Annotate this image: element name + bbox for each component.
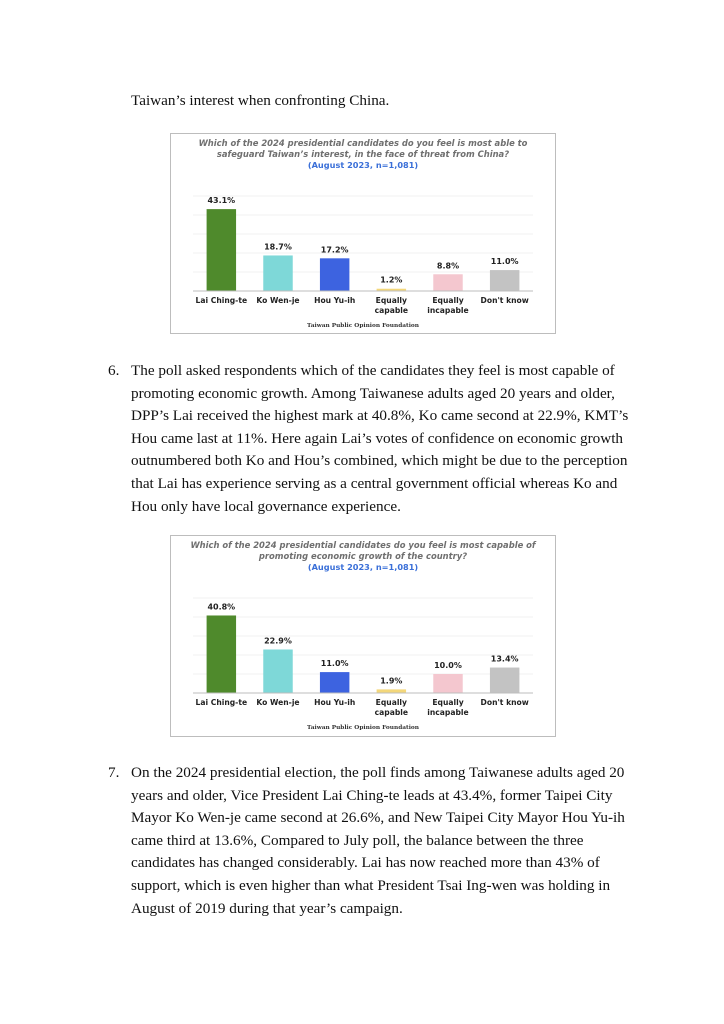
- bar-value-label: 1.9%: [380, 676, 403, 686]
- category-label: Lai Ching-te: [195, 296, 248, 305]
- bar-value-label: 10.0%: [434, 661, 462, 670]
- paragraph-line: outnumbered both Ko and Hou’s combined, which might be due to the perception: [131, 452, 628, 470]
- bar-value-label: 17.2%: [320, 245, 349, 255]
- category-label: Don't know: [480, 296, 529, 305]
- paragraph-line: candidates has changed considerably. Lai has now reached more than 43% of: [131, 854, 600, 872]
- chart-source: Taiwan Public Opinion Foundation: [307, 725, 419, 731]
- paragraph-line: DPP’s Lai received the highest mark at 40.8%, Ko came second at 22.9%, KMT’s: [131, 407, 629, 425]
- paragraph-line: support, which is even higher than what President Tsai Ing-wen was holding in: [131, 876, 611, 894]
- paragraph-number: 6.: [108, 362, 120, 379]
- paragraph-7: [131, 762, 625, 920]
- paragraph-number: 7.: [108, 764, 120, 781]
- category-label: Ko Wen-je: [256, 698, 300, 707]
- bar: [433, 274, 462, 291]
- bar-value-label: 11.0%: [490, 257, 519, 267]
- chart-subtitle: (August 2023, n=1,081): [307, 160, 419, 170]
- paragraph-line: promoting economic growth. Among Taiwanese adults aged 20 years and older,: [131, 384, 615, 402]
- top-text-line: Taiwan’s interest when confronting China.: [131, 92, 390, 109]
- category-label: incapable: [427, 306, 469, 315]
- chart-economic-growth: [170, 535, 556, 737]
- category-label: capable: [374, 708, 409, 717]
- bar-value-label: 13.4%: [490, 654, 519, 664]
- paragraph-line: On the 2024 presidential election, the poll finds among Taiwanese adults aged 20: [131, 764, 625, 781]
- bar-value-label: 40.8%: [207, 602, 236, 612]
- bar-value-label: 22.9%: [264, 636, 292, 646]
- paragraph-line: years and older, Vice President Lai Ching-te leads at 43.4%, former Taipei City: [131, 786, 613, 804]
- bar: [320, 672, 349, 693]
- bar: [320, 258, 349, 291]
- bar: [263, 255, 292, 291]
- bar: [433, 674, 462, 693]
- bar: [377, 689, 406, 693]
- category-label: Don't know: [480, 698, 529, 707]
- bar-value-label: 8.8%: [436, 261, 460, 271]
- category-label: Equally: [432, 296, 464, 305]
- bar-value-label: 18.7%: [264, 242, 292, 252]
- paragraph-line: Mayor Ko Wen-je came second at 26.6%, and New Taipei City Mayor Hou Yu-ih: [131, 809, 625, 827]
- chart-title-line: Which of the 2024 presidential candidates do you feel is most capable of: [190, 540, 536, 550]
- chart-source: Taiwan Public Opinion Foundation: [307, 323, 419, 329]
- category-label: Equally: [432, 698, 464, 707]
- chart-title-line: promoting economic growth of the country?: [258, 551, 468, 561]
- category-label: Ko Wen-je: [256, 296, 300, 305]
- category-label: incapable: [427, 708, 469, 717]
- bar: [490, 668, 519, 693]
- paragraph-line: Hou only have local governance experience.: [131, 497, 401, 515]
- paragraph-line: The poll asked respondents which of the candidates they feel is most capable of: [131, 362, 615, 379]
- category-label: capable: [374, 306, 409, 315]
- bar-value-label: 43.1%: [207, 196, 236, 206]
- paragraph-line: Hou came last at 11%. Here again Lai’s votes of confidence on economic growth: [131, 429, 624, 447]
- category-label: Lai Ching-te: [195, 698, 248, 707]
- paragraph-6: [131, 360, 629, 518]
- chart-safeguard-taiwan: [170, 133, 556, 334]
- category-label: Hou Yu-ih: [314, 296, 356, 305]
- chart-title-line: safeguard Taiwan’s interest, in the face of threat from China?: [216, 149, 510, 159]
- chart-subtitle: (August 2023, n=1,081): [307, 562, 419, 572]
- chart-svg: [171, 536, 555, 736]
- paragraph-line: came third at 13.6%, Compared to July poll, the balance between the three: [131, 831, 584, 849]
- bar-value-label: 1.2%: [380, 275, 403, 285]
- paragraph-line: that Lai has experience serving as a central government official whereas Ko and: [131, 474, 618, 492]
- bar: [490, 270, 519, 291]
- bar: [263, 649, 292, 693]
- bar-value-label: 11.0%: [320, 659, 349, 669]
- paragraph-line: August of 2019 during that year’s campaign.: [131, 899, 403, 917]
- category-label: Equally: [375, 698, 407, 707]
- chart-svg: [171, 134, 555, 333]
- bar: [207, 615, 236, 693]
- category-label: Hou Yu-ih: [314, 698, 356, 707]
- category-label: Equally: [375, 296, 407, 305]
- chart-title-line: Which of the 2024 presidential candidates do you feel is most able to: [198, 138, 528, 148]
- bar: [207, 209, 236, 291]
